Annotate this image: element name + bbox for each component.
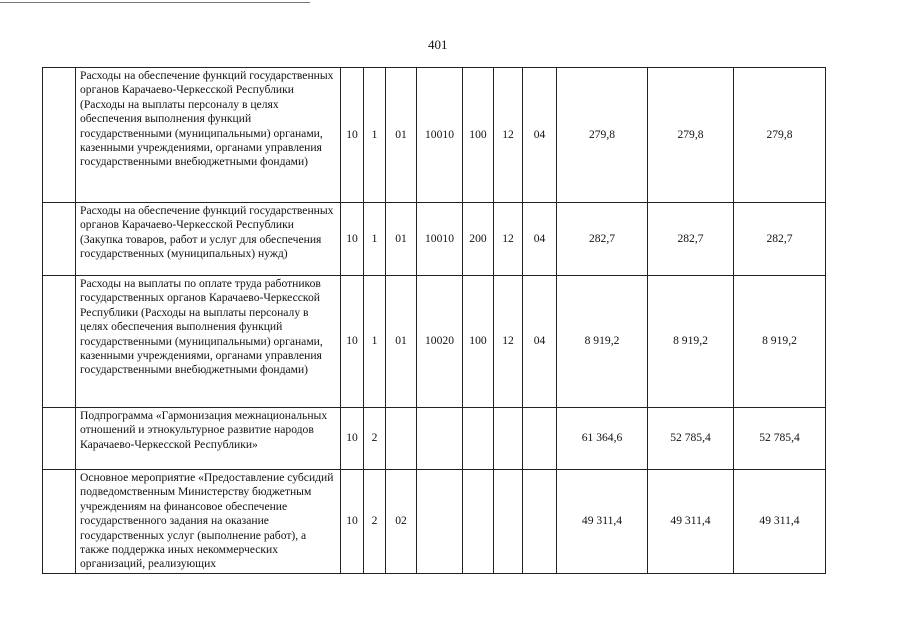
code-cell: 200 — [463, 203, 494, 276]
description-cell: Подпрограмма «Гармонизация межнациональных отношений и этнокультурное развитие народов Карачаево-Черкесской Республики» — [76, 408, 341, 470]
budget-table — [42, 67, 826, 574]
code-cell: 10 — [341, 408, 364, 470]
row-number-cell — [43, 470, 76, 574]
code-cell — [494, 470, 523, 574]
amount-cell: 49 311,4 — [557, 470, 648, 574]
code-cell: 10 — [341, 203, 364, 276]
table-row — [43, 470, 826, 574]
description-cell: Основное мероприятие «Предоставление субсидий подведомственным Министерству бюджетным учреждениям на финансовое обеспечение государственного задания на оказание государственных услуг (выполнение работ), а также поддержка иных некоммерческих организаций, реализующих — [76, 470, 341, 574]
code-cell — [523, 408, 557, 470]
code-cell: 01 — [386, 276, 417, 408]
amount-cell: 49 311,4 — [648, 470, 734, 574]
amount-cell: 282,7 — [557, 203, 648, 276]
row-number-cell — [43, 203, 76, 276]
code-cell: 100 — [463, 276, 494, 408]
code-cell: 10020 — [417, 276, 463, 408]
row-number-cell — [43, 68, 76, 203]
amount-cell: 8 919,2 — [557, 276, 648, 408]
amount-cell: 282,7 — [734, 203, 826, 276]
description-cell: Расходы на обеспечение функций государственных органов Карачаево-Черкесской Республики (Закупка товаров, работ и услуг для обеспечения государственных (муниципальных) нужд) — [76, 203, 341, 276]
code-cell: 01 — [386, 203, 417, 276]
table-row — [43, 276, 826, 408]
description-cell: Расходы на обеспечение функций государственных органов Карачаево-Черкесской Республики (Расходы на выплаты персоналу в целях обеспечения выполнения функций государственными (муниципальными) органами, казенными учреждениями, органами управления государственными внебюджетными фондами) — [76, 68, 341, 203]
table-row — [43, 408, 826, 470]
code-cell — [417, 408, 463, 470]
code-cell: 04 — [523, 276, 557, 408]
code-cell: 1 — [364, 68, 386, 203]
code-cell: 10 — [341, 276, 364, 408]
code-cell: 10 — [341, 470, 364, 574]
code-cell: 10010 — [417, 203, 463, 276]
code-cell — [463, 408, 494, 470]
code-cell: 04 — [523, 68, 557, 203]
amount-cell: 49 311,4 — [734, 470, 826, 574]
table-row — [43, 203, 826, 276]
code-cell — [463, 470, 494, 574]
code-cell: 10010 — [417, 68, 463, 203]
code-cell: 12 — [494, 203, 523, 276]
row-number-cell — [43, 276, 76, 408]
amount-cell: 279,8 — [557, 68, 648, 203]
code-cell — [523, 470, 557, 574]
code-cell: 01 — [386, 68, 417, 203]
amount-cell: 61 364,6 — [557, 408, 648, 470]
code-cell — [417, 470, 463, 574]
code-cell: 12 — [494, 276, 523, 408]
code-cell: 10 — [341, 68, 364, 203]
code-cell: 1 — [364, 203, 386, 276]
amount-cell: 279,8 — [734, 68, 826, 203]
code-cell: 2 — [364, 408, 386, 470]
code-cell: 12 — [494, 68, 523, 203]
scan-edge-line — [0, 2, 310, 3]
page-number: 401 — [428, 37, 448, 52]
amount-cell: 8 919,2 — [648, 276, 734, 408]
amount-cell: 282,7 — [648, 203, 734, 276]
amount-cell: 8 919,2 — [734, 276, 826, 408]
amount-cell: 279,8 — [648, 68, 734, 203]
code-cell: 04 — [523, 203, 557, 276]
code-cell: 100 — [463, 68, 494, 203]
amount-cell: 52 785,4 — [734, 408, 826, 470]
table-row — [43, 68, 826, 203]
code-cell: 1 — [364, 276, 386, 408]
code-cell — [386, 408, 417, 470]
code-cell — [494, 408, 523, 470]
row-number-cell — [43, 408, 76, 470]
description-cell: Расходы на выплаты по оплате труда работников государственных органов Карачаево-Черкесской Республики (Расходы на выплаты персоналу в целях обеспечения выполнения функций государственными (муниципальными) органами, казенными учреждениями, органами управления государственными внебюджетными фондами) — [76, 276, 341, 408]
amount-cell: 52 785,4 — [648, 408, 734, 470]
code-cell: 2 — [364, 470, 386, 574]
code-cell: 02 — [386, 470, 417, 574]
